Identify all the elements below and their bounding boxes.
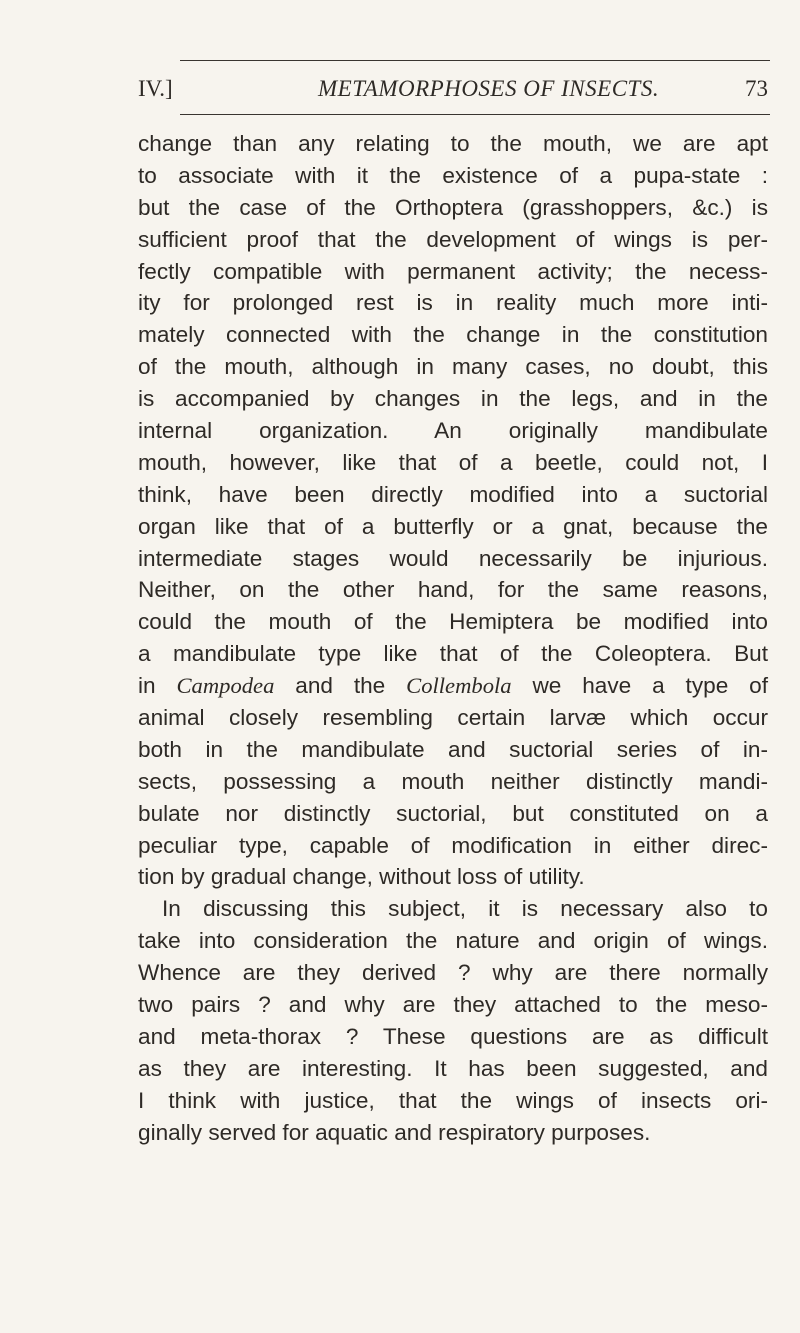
page-number: 73 xyxy=(745,76,768,101)
text-line-32: ginally served for aquatic and respiratory purposes. xyxy=(138,1119,651,1145)
text-line-25: In discussing this subject, it is necessary also to xyxy=(162,896,768,922)
text-line-18-pre: in xyxy=(138,673,177,699)
taxon-collembola: Collembola xyxy=(406,673,512,699)
taxon-campodea: Campodea xyxy=(176,673,275,699)
text-line-26: take into consideration the nature and origin of wings. xyxy=(138,928,768,954)
header-rule-bottom xyxy=(180,114,770,115)
chapter-number: IV.] xyxy=(138,76,173,101)
text-line-4: sufficient proof that the development of wings is per- xyxy=(138,226,768,252)
text-line-31: I think with justice, that the wings of insects ori- xyxy=(138,1087,768,1113)
text-line-18-post: we have a type of xyxy=(511,673,768,699)
text-line-5: fectly compatible with permanent activity; the necess- xyxy=(138,258,768,284)
text-line-18-mid: and the xyxy=(274,673,407,699)
text-line-29: and meta-thorax ? These questions are as difficult xyxy=(138,1023,768,1049)
text-line-30: as they are interesting. It has been suggested, and xyxy=(138,1055,768,1081)
text-line-22: bulate nor distinctly suctorial, but constituted on a xyxy=(138,800,768,826)
text-line-7: mately connected with the change in the constitution xyxy=(138,322,768,348)
text-line-17: a mandibulate type like that of the Coleoptera. But xyxy=(138,641,768,667)
text-line-3: but the case of the Orthoptera (grasshoppers, &c.) is xyxy=(138,194,768,220)
text-line-11: mouth, however, like that of a beetle, could not, I xyxy=(138,449,768,475)
text-line-8: of the mouth, although in many cases, no doubt, this xyxy=(138,354,768,380)
text-line-15: Neither, on the other hand, for the same reasons, xyxy=(138,577,768,603)
text-line-21: sects, possessing a mouth neither distinctly mandi- xyxy=(138,768,768,794)
text-line-14: intermediate stages would necessarily be injurious. xyxy=(138,545,768,571)
body-text xyxy=(138,128,768,1149)
text-line-27: Whence are they derived ? why are there normally xyxy=(138,960,768,986)
header-rule-top xyxy=(180,60,770,61)
text-line-24: tion by gradual change, without loss of utility. xyxy=(138,864,585,890)
text-line-13: organ like that of a butterfly or a gnat, because the xyxy=(138,513,768,539)
running-title: METAMORPHOSES OF INSECTS. xyxy=(318,76,660,101)
text-line-20: both in the mandibulate and suctorial series of in- xyxy=(138,736,768,762)
running-header xyxy=(138,74,768,104)
text-line-18 xyxy=(138,670,768,702)
text-line-12: think, have been directly modified into a suctorial xyxy=(138,481,768,507)
text-line-19: animal closely resembling certain larvæ which occur xyxy=(138,705,768,731)
text-line-1: change than any relating to the mouth, we are apt xyxy=(138,131,768,156)
text-line-6: ity for prolonged rest is in reality much more inti- xyxy=(138,290,768,316)
text-line-23: peculiar type, capable of modification in either direc- xyxy=(138,832,768,858)
text-line-9: is accompanied by changes in the legs, and in the xyxy=(138,386,768,412)
text-line-16: could the mouth of the Hemiptera be modified into xyxy=(138,609,768,635)
text-line-2: to associate with it the existence of a pupa-state : xyxy=(138,162,768,188)
text-line-10: internal organization. An originally mandibulate xyxy=(138,418,768,444)
text-line-28: two pairs ? and why are they attached to the meso- xyxy=(138,992,768,1018)
